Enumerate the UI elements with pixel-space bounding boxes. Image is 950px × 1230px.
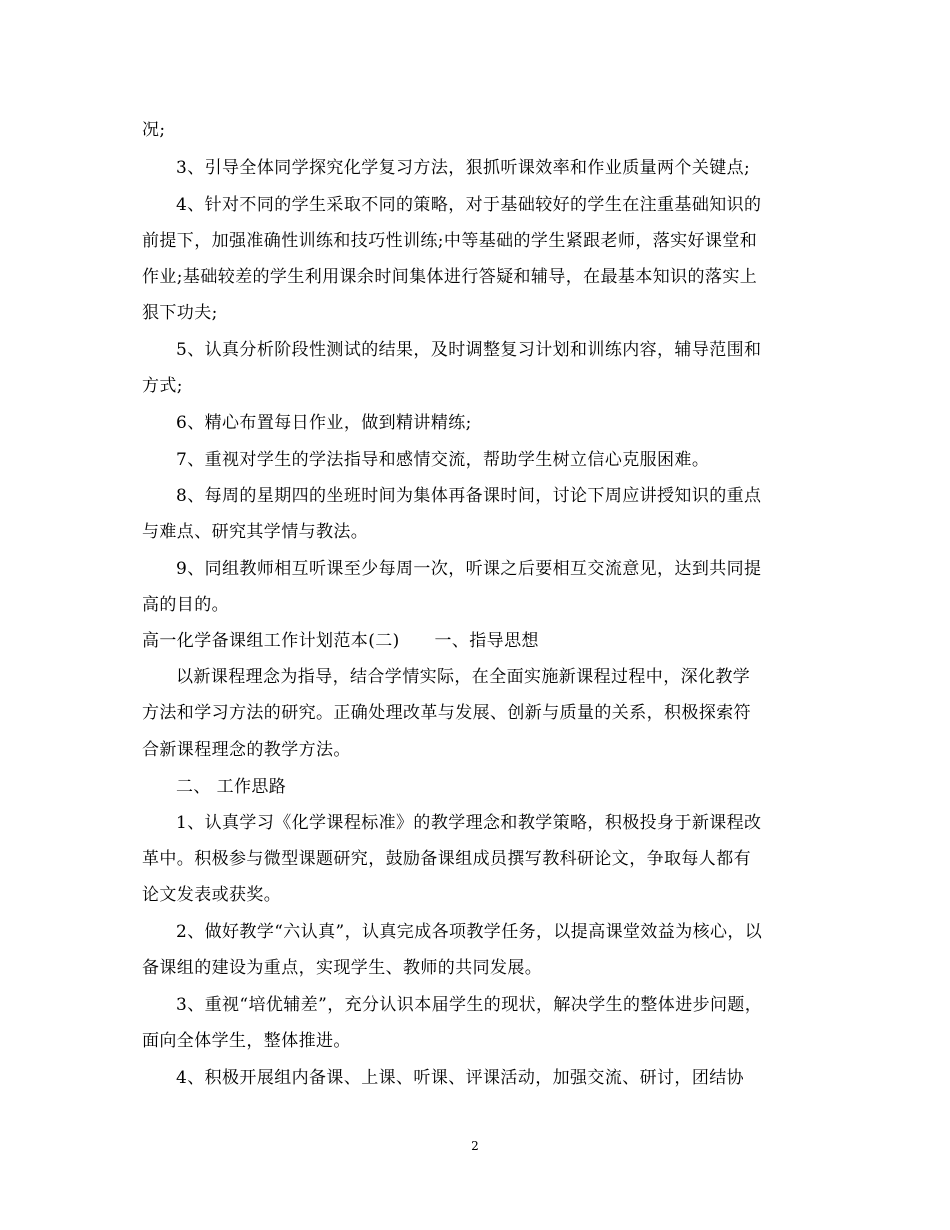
text-line: 前提下，加强准确性训练和技巧性训练;中等基础的学生紧跟老师，落实好课堂和: [142, 231, 758, 251]
text-line: 备课组的建设为重点，实现学生、教师的共同发展。: [142, 958, 543, 978]
text-line: 9、同组教师相互听课至少每周一次，听课之后要相互交流意见，达到共同提: [176, 559, 762, 579]
text-line: 合新课程理念的教学方法。: [142, 740, 351, 760]
text-line: 5、认真分析阶段性测试的结果，及时调整复习计划和训练内容，辅导范围和: [176, 340, 762, 360]
text-line: 7、重视对学生的学法指导和感情交流，帮助学生树立信心克服困难。: [176, 450, 710, 470]
text-line: 1、认真学习《化学课程标准》的教学理念和教学策略，积极投身于新课程改: [176, 813, 762, 833]
page-number: 2: [471, 1139, 479, 1153]
text-line: 以新课程理念为指导，结合学情实际，在全面实施新课程过程中，深化教学: [176, 667, 751, 687]
text-line: 2、做好教学“六认真”，认真完成各项教学任务，以提高课堂效益为核心，以: [176, 922, 763, 942]
text-line: 作业;基础较差的学生利用课余时间集体进行答疑和辅导，在最基本知识的落实上: [142, 267, 758, 287]
text-line: 况;: [142, 120, 166, 140]
text-line: 狠下功夫;: [142, 303, 218, 323]
text-line: 4、积极开展组内备课、上课、听课、评课活动，加强交流、研讨，团结协: [176, 1068, 745, 1088]
text-line: 论文发表或获奖。: [142, 885, 282, 905]
text-line: 6、精心布置每日作业，做到精讲精练;: [176, 413, 472, 433]
text-line: 与难点、研究其学情与教法。: [142, 522, 369, 542]
text-line: 3、重视“培优辅差”，充分认识本届学生的现状，解决学生的整体进步问题，: [176, 995, 763, 1015]
text-line: 革中。积极参与微型课题研究，鼓励备课组成员撰写教科研论文，争取每人都有: [142, 849, 751, 869]
text-line: 3、引导全体同学探究化学复习方法，狠抓听课效率和作业质量两个关键点;: [176, 158, 751, 178]
text-line: 8、每周的星期四的坐班时间为集体再备课时间，讨论下周应讲授知识的重点: [176, 486, 762, 506]
text-line: 面向全体学生，整体推进。: [142, 1031, 351, 1051]
section-heading: 高一化学备课组工作计划范本(二) 一、指导思想: [142, 631, 539, 651]
text-line: 4、针对不同的学生采取不同的策略，对于基础较好的学生在注重基础知识的: [176, 195, 762, 215]
text-line: 方式;: [142, 376, 183, 396]
text-line: 高的目的。: [142, 595, 229, 615]
text-line: 方法和学习方法的研究。正确处理改革与发展、创新与质量的关系，积极探索符: [142, 703, 751, 723]
section-heading: 二、 工作思路: [176, 777, 287, 797]
